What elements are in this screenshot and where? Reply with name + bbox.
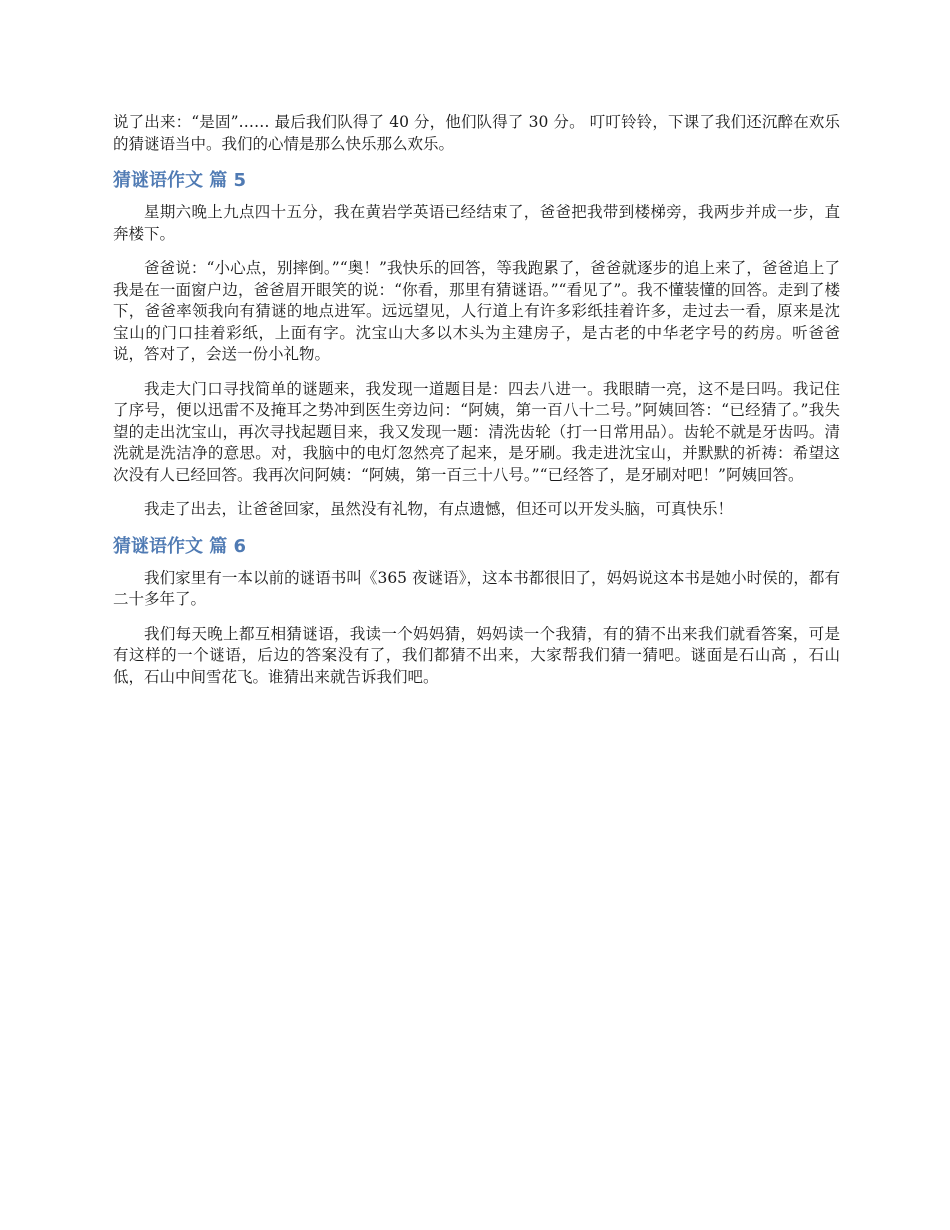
paragraph: 星期六晚上九点四十五分，我在黄岩学英语已经结束了，爸爸把我带到楼梯旁，我两步并成一步，直奔楼下。 [113, 203, 840, 243]
paragraph: 我们家里有一本以前的谜语书叫《365 夜谜语》，这本书都很旧了，妈妈说这本书是她小时侯的，都有二十多年了。 [113, 568, 840, 608]
essay-section-5 [113, 168, 840, 521]
section-heading: 猜谜语作文 篇 6 [113, 535, 247, 557]
paragraph: 我们每天晚上都互相猜谜语，我读一个妈妈猜，妈妈读一个我猜，有的猜不出来我们就看答案，可是有这样的一个谜语，后边的答案没有了，我们都猜不出来，大家帮我们猜一猜吧。谜面是石山高 ，石山低，石山中间雪花飞。谁猜出来就告诉我们吧。 [113, 624, 840, 686]
document-page [113, 112, 840, 701]
section-heading: 猜谜语作文 篇 5 [113, 170, 247, 191]
paragraph: 我走了出去，让爸爸回家，虽然没有礼物，有点遗憾，但还可以开发头脑，可真快乐！ [144, 500, 734, 518]
paragraph: 我走大门口寻找简单的谜题来，我发现一道题目是：四去八进一。我眼睛一亮，这不是曰吗。我记住了序号，便以迅雷不及掩耳之势冲到医生旁边问：“阿姨，第一百八十二号。”阿姨回答：“已经猜了。”我失望的走出沈宝山，再次寻找起题目来，我又发现一题：清洗齿轮（打一日常用品）。齿轮不就是牙齿吗。清洗就是洗洁净的意思。对，我脑中的电灯忽然亮了起来，是牙刷。我走进沈宝山，并默默的祈祷：希望这次没有人已经回答。我再次问阿姨：“阿姨，第一百三十八号。”“已经答了，是牙刷对吧！”阿姨回答。 [113, 379, 840, 484]
paragraph: 爸爸说：“小心点，别摔倒。”“奥！”我快乐的回答，等我跑累了，爸爸就逐步的追上来了，爸爸追上了我是在一面窗户边，爸爸眉开眼笑的说：“你看，那里有猜谜语。”“看见了”。我不懂装懂的回答。走到了楼下，爸爸率领我向有猜谜的地点进军。远远望见，人行道上有许多彩纸挂着许多，走过去一看，原来是沈宝山的门口挂着彩纸，上面有字。沈宝山大多以木头为主建房子，是古老的中华老字号的药房。听爸爸说，答对了，会送一份小礼物。 [113, 259, 840, 363]
essay-section-6 [113, 534, 840, 689]
intro-paragraph: 说了出来：“是固”…… 最后我们队得了 40 分，他们队得了 30 分。 叮叮铃铃，下课了我们还沉醉在欢乐的猜谜语当中。我们的心情是那么快乐那么欢乐。 [113, 113, 840, 153]
